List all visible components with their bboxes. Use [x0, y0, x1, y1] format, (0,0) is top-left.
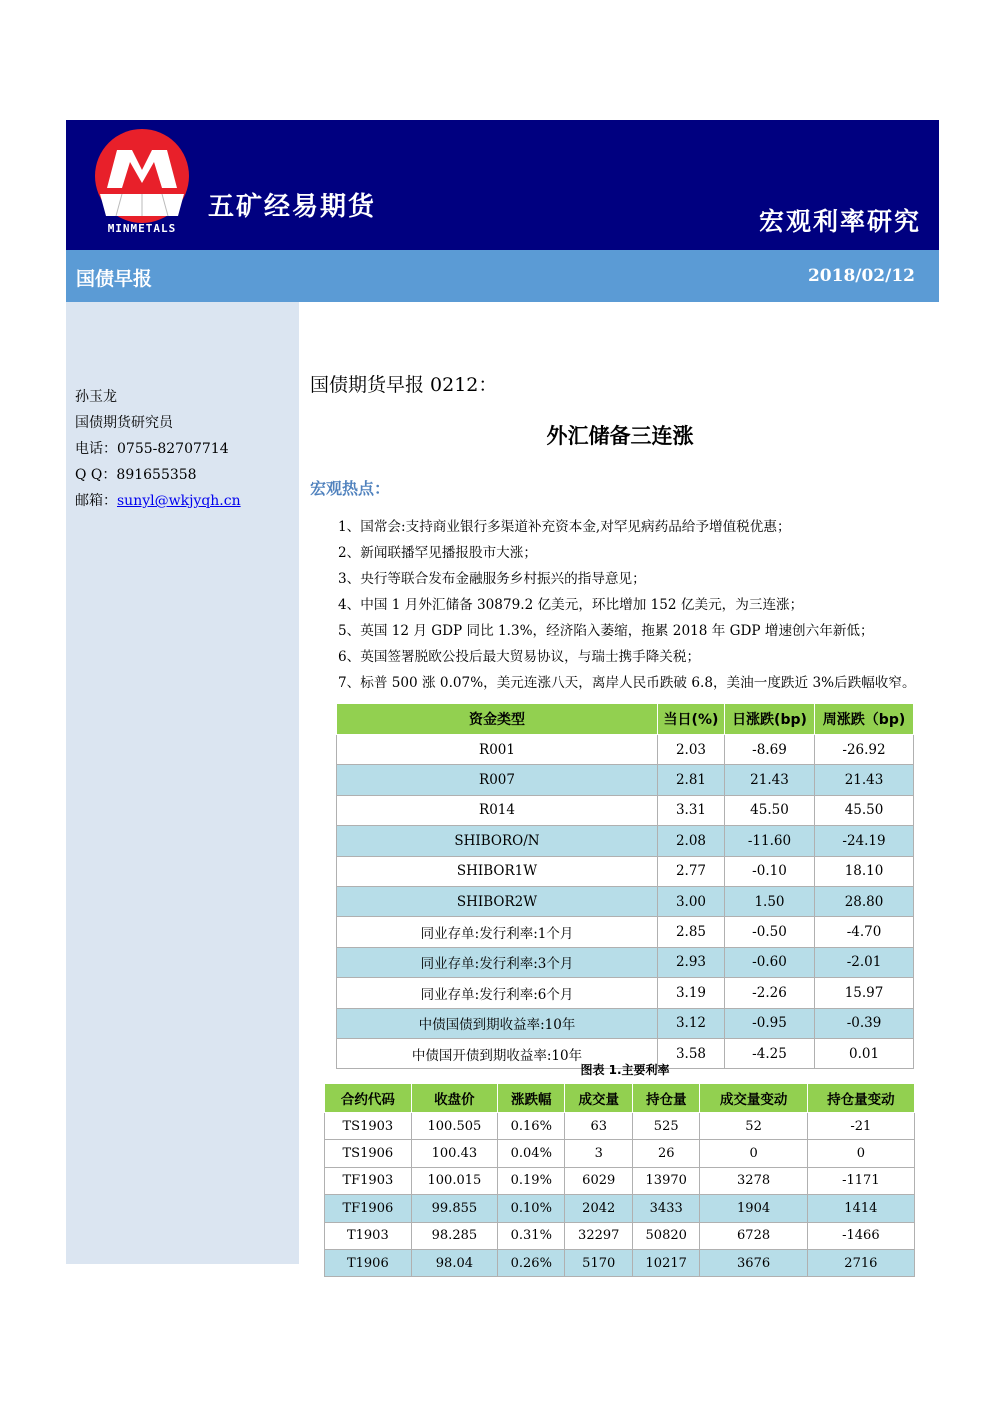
- hot-topic-item: 5、英国 12 月 GDP 同比 1.3%，经济陷入萎缩，拖累 2018 年 GDP 增速创六年新低；: [338, 623, 874, 639]
- email-link[interactable]: sunyl@wkjyqh.cn: [117, 493, 241, 509]
- hot-topic-item: 4、中国 1 月外汇储备 30879.2 亿美元，环比增加 152 亿美元，为三连涨；: [338, 597, 804, 613]
- table-cell: 1.50: [724, 886, 814, 916]
- author-name: 孙玉龙: [75, 389, 117, 405]
- table-cell: 525: [632, 1113, 699, 1140]
- table-row: [325, 1249, 915, 1276]
- table-cell: -21: [807, 1113, 914, 1140]
- table-cell: 98.04: [411, 1249, 497, 1276]
- table-cell: -4.70: [815, 917, 914, 947]
- author-info: [75, 384, 241, 514]
- author-title: 国债期货研究员: [75, 415, 173, 431]
- table-cell: 同业存单:发行利率:1个月: [337, 917, 658, 947]
- table-cell: 中债国开债到期收益率:10年: [337, 1038, 658, 1068]
- table-cell: 0.31%: [498, 1222, 565, 1249]
- table-row: [337, 947, 914, 977]
- table-cell: 0.10%: [498, 1195, 565, 1222]
- table-cell: 2.93: [658, 947, 725, 977]
- table-cell: 52: [700, 1113, 807, 1140]
- column-header: 成交量变动: [700, 1084, 807, 1113]
- table-cell: 3.19: [658, 978, 725, 1008]
- table-cell: 0.19%: [498, 1167, 565, 1194]
- table-cell: 3676: [700, 1249, 807, 1276]
- hot-topics-list: [338, 514, 916, 696]
- table-row: [337, 886, 914, 916]
- table-cell: TS1903: [325, 1113, 412, 1140]
- table-cell: 0.16%: [498, 1113, 565, 1140]
- report-type: 国债早报: [76, 268, 153, 290]
- report-subbar: [66, 250, 939, 302]
- table-cell: 同业存单:发行利率:3个月: [337, 947, 658, 977]
- report-date: 2018/02/12: [807, 266, 915, 286]
- table-cell: 26: [632, 1140, 699, 1167]
- table-cell: 0: [807, 1140, 914, 1167]
- table-cell: 18.10: [815, 856, 914, 886]
- table-cell: -11.60: [724, 826, 814, 856]
- table-cell: 45.50: [815, 795, 914, 825]
- table-cell: 2.77: [658, 856, 725, 886]
- table-cell: -0.10: [724, 856, 814, 886]
- table-cell: 2042: [565, 1195, 632, 1222]
- table-row: [325, 1195, 915, 1222]
- column-header: 当日(%): [658, 704, 725, 735]
- table-cell: R007: [337, 765, 658, 795]
- table-cell: 6029: [565, 1167, 632, 1194]
- table-cell: 同业存单:发行利率:6个月: [337, 978, 658, 1008]
- table-cell: R001: [337, 735, 658, 765]
- company-name: 五矿经易期货: [208, 192, 377, 222]
- table-cell: 13970: [632, 1167, 699, 1194]
- table-cell: 50820: [632, 1222, 699, 1249]
- table-cell: 3.31: [658, 795, 725, 825]
- table-cell: 1414: [807, 1195, 914, 1222]
- table-cell: -0.95: [724, 1008, 814, 1038]
- table-row: [337, 795, 914, 825]
- table-header-row: [337, 704, 914, 735]
- author-qq: Q Q：891655358: [75, 467, 197, 483]
- column-header: 日涨跌(bp): [724, 704, 814, 735]
- hot-topic-item: 6、英国签署脱欧公投后最大贸易协议，与瑞士携手降关税；: [338, 649, 701, 665]
- table-row: [337, 978, 914, 1008]
- rates-table-caption: 图表 1.主要利率: [580, 1063, 670, 1077]
- table-cell: 2.81: [658, 765, 725, 795]
- table-cell: -0.50: [724, 917, 814, 947]
- table-row: [325, 1113, 915, 1140]
- table-row: [337, 765, 914, 795]
- table-cell: 3: [565, 1140, 632, 1167]
- report-header: [66, 120, 939, 250]
- table-row: [325, 1167, 915, 1194]
- section-title: 宏观热点：: [310, 479, 391, 498]
- table-cell: -1171: [807, 1167, 914, 1194]
- table-cell: 0: [700, 1140, 807, 1167]
- table-row: [337, 826, 914, 856]
- table-cell: 中债国债到期收益率:10年: [337, 1008, 658, 1038]
- table-cell: 0.26%: [498, 1249, 565, 1276]
- svg-text:MINMETALS: MINMETALS: [107, 222, 177, 235]
- author-email: 邮箱：sunyl@wkjyqh.cn: [75, 493, 241, 509]
- column-header: 资金类型: [337, 704, 658, 735]
- table-cell: 6728: [700, 1222, 807, 1249]
- table-cell: -0.60: [724, 947, 814, 977]
- minmetals-logo: [92, 128, 192, 238]
- headline: 外汇储备三连涨: [546, 424, 694, 448]
- table-cell: -1466: [807, 1222, 914, 1249]
- table-row: [337, 1008, 914, 1038]
- table-cell: -8.69: [724, 735, 814, 765]
- table-cell: 2.85: [658, 917, 725, 947]
- hot-topic-item: 1、国常会:支持商业银行多渠道补充资本金,对罕见病药品给予增值税优惠；: [338, 519, 791, 535]
- table-cell: 100.43: [411, 1140, 497, 1167]
- futures-table: [324, 1083, 915, 1277]
- column-header: 收盘价: [411, 1084, 497, 1113]
- table-cell: SHIBOR1W: [337, 856, 658, 886]
- table-row: [337, 735, 914, 765]
- report-title: 国债期货早报 0212：: [310, 374, 498, 396]
- table-row: [325, 1140, 915, 1167]
- table-cell: 3278: [700, 1167, 807, 1194]
- table-cell: TF1906: [325, 1195, 412, 1222]
- table-header-row: [325, 1084, 915, 1113]
- table-row: [337, 917, 914, 947]
- table-cell: SHIBORO/N: [337, 826, 658, 856]
- table-cell: T1903: [325, 1222, 412, 1249]
- table-cell: T1906: [325, 1249, 412, 1276]
- table-cell: -2.01: [815, 947, 914, 977]
- table-cell: R014: [337, 795, 658, 825]
- hot-topic-item: 3、央行等联合发布金融服务乡村振兴的指导意见；: [338, 571, 646, 587]
- table-cell: 2.08: [658, 826, 725, 856]
- table-cell: 10217: [632, 1249, 699, 1276]
- hot-topic-item: 2、新闻联播罕见播报股市大涨；: [338, 545, 537, 561]
- table-cell: -2.26: [724, 978, 814, 1008]
- column-header: 持仓量: [632, 1084, 699, 1113]
- table-cell: 3.00: [658, 886, 725, 916]
- table-cell: 99.855: [411, 1195, 497, 1222]
- table-cell: 1904: [700, 1195, 807, 1222]
- table-cell: 2.03: [658, 735, 725, 765]
- table-cell: 15.97: [815, 978, 914, 1008]
- table-cell: SHIBOR2W: [337, 886, 658, 916]
- table-cell: 0.04%: [498, 1140, 565, 1167]
- table-cell: 3.58: [658, 1038, 725, 1068]
- table-cell: 5170: [565, 1249, 632, 1276]
- table-row: [325, 1222, 915, 1249]
- table-cell: TS1906: [325, 1140, 412, 1167]
- table-cell: 63: [565, 1113, 632, 1140]
- table-cell: 28.80: [815, 886, 914, 916]
- table-cell: -4.25: [724, 1038, 814, 1068]
- table-cell: 21.43: [724, 765, 814, 795]
- table-cell: 100.505: [411, 1113, 497, 1140]
- column-header: 成交量: [565, 1084, 632, 1113]
- table-cell: TF1903: [325, 1167, 412, 1194]
- hot-topic-item: 7、标普 500 涨 0.07%，美元连涨八天，离岸人民币跌破 6.8，美油一度跌近 3%后跌幅收窄。: [338, 675, 916, 691]
- table-cell: 32297: [565, 1222, 632, 1249]
- rates-table: [336, 703, 914, 1069]
- table-cell: 3433: [632, 1195, 699, 1222]
- table-cell: 100.015: [411, 1167, 497, 1194]
- table-cell: 21.43: [815, 765, 914, 795]
- column-header: 持仓量变动: [807, 1084, 914, 1113]
- column-header: 合约代码: [325, 1084, 412, 1113]
- department-name: 宏观利率研究: [758, 207, 921, 236]
- table-cell: 2716: [807, 1249, 914, 1276]
- table-cell: 45.50: [724, 795, 814, 825]
- table-cell: -24.19: [815, 826, 914, 856]
- table-cell: 3.12: [658, 1008, 725, 1038]
- column-header: 周涨跌（bp): [815, 704, 914, 735]
- author-phone: 电话：0755-82707714: [75, 441, 229, 457]
- table-cell: -0.39: [815, 1008, 914, 1038]
- table-row: [337, 856, 914, 886]
- table-cell: -26.92: [815, 735, 914, 765]
- table-cell: 0.01: [815, 1038, 914, 1068]
- column-header: 涨跌幅: [498, 1084, 565, 1113]
- table-cell: 98.285: [411, 1222, 497, 1249]
